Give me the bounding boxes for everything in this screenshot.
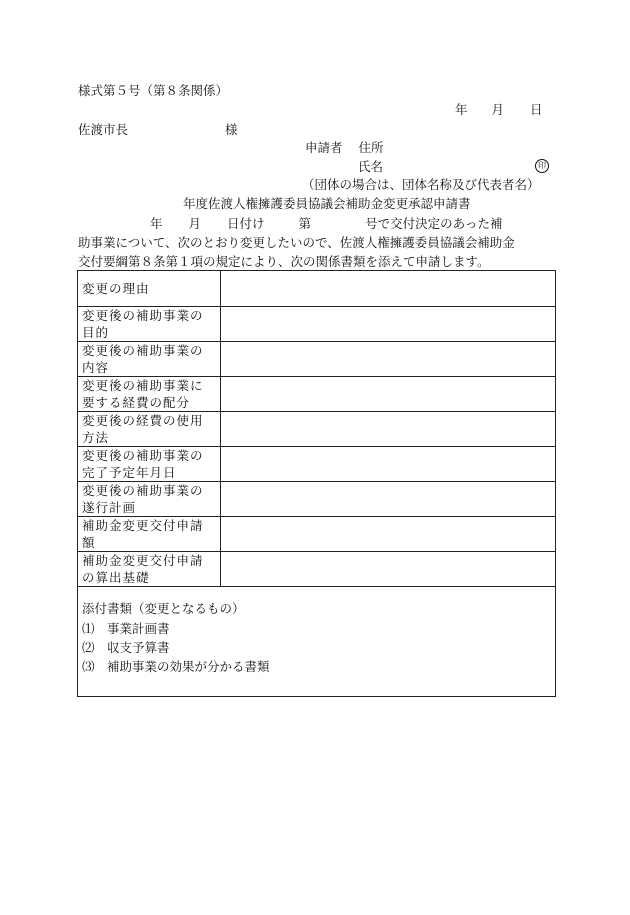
table-row [78, 342, 556, 377]
body-line-3: 交付要綱第８条第１項の規定により、次の関係書類を添えて申請します。 [78, 254, 490, 269]
form-number: 様式第５号（第８条関係） [78, 83, 229, 98]
row-value-field[interactable] [221, 307, 556, 342]
address-label: 住所 [358, 140, 384, 155]
row-value-field[interactable] [221, 271, 556, 307]
attachment-item: ⑶ 補助事業の効果が分かる書類 [82, 659, 270, 674]
body-paragraph [78, 214, 554, 271]
row-value-field[interactable] [221, 447, 556, 482]
attachment-item: ⑵ 収支予算書 [82, 640, 170, 655]
month-label: 月 [491, 102, 505, 117]
honorific: 様 [225, 122, 238, 137]
date-line [455, 101, 543, 119]
application-table [77, 270, 556, 697]
row-value-field[interactable] [221, 377, 556, 412]
addressee: 佐渡市長 [78, 122, 129, 137]
row-label: 変更後の補助事業の内容 [78, 342, 221, 377]
row-label: 変更後の補助事業の完了予定年月日 [78, 447, 221, 482]
month-blank: 月 [188, 216, 202, 231]
table-row [78, 412, 556, 447]
table-row [78, 517, 556, 552]
day-label: 日 [530, 102, 543, 117]
attachments-row [78, 587, 556, 697]
row-value-field[interactable] [221, 412, 556, 447]
number-suffix: 号で交付決定のあった補 [365, 216, 503, 231]
year-blank: 年 [150, 216, 163, 231]
body-line-2: 助事業について、次のとおり変更したいので、佐渡人権擁護委員協議会補助金 [78, 235, 515, 250]
table-row [78, 377, 556, 412]
name-label: 氏名 [358, 159, 384, 174]
table-row [78, 307, 556, 342]
year-label: 年 [455, 102, 468, 117]
day-blank: 日付け [227, 216, 265, 231]
applicant-note: （団体の場合は、団体名称及び代表者名） [302, 177, 540, 192]
row-label: 補助金変更交付申請の算出基礎 [78, 552, 221, 587]
table-row [78, 271, 556, 307]
addressee-line [78, 121, 238, 139]
table-row [78, 482, 556, 517]
row-label: 変更後の経費の使用方法 [78, 412, 221, 447]
applicant-address-line [305, 139, 384, 157]
row-value-field[interactable] [221, 482, 556, 517]
body-line-1 [78, 214, 554, 233]
row-value-field[interactable] [221, 342, 556, 377]
table-row [78, 552, 556, 587]
row-label: 変更の理由 [78, 271, 221, 307]
applicant-label: 申請者 [305, 140, 343, 155]
row-label: 変更後の補助事業の遂行計画 [78, 482, 221, 517]
row-value-field[interactable] [221, 517, 556, 552]
attachments-title: 添付書類（変更となるもの） [82, 601, 245, 616]
table-row [78, 447, 556, 482]
document-title: 年度佐渡人権擁護委員協議会補助金変更承認申請書 [183, 196, 471, 211]
row-label: 変更後の補助事業の目的 [78, 307, 221, 342]
number-prefix: 第 [298, 216, 312, 231]
seal-icon: 印 [535, 159, 549, 173]
row-label: 補助金変更交付申請額 [78, 517, 221, 552]
attachments-cell [78, 587, 556, 697]
row-label: 変更後の補助事業に要する経費の配分 [78, 377, 221, 412]
row-value-field[interactable] [221, 552, 556, 587]
attachment-item: ⑴ 事業計画書 [82, 621, 170, 636]
